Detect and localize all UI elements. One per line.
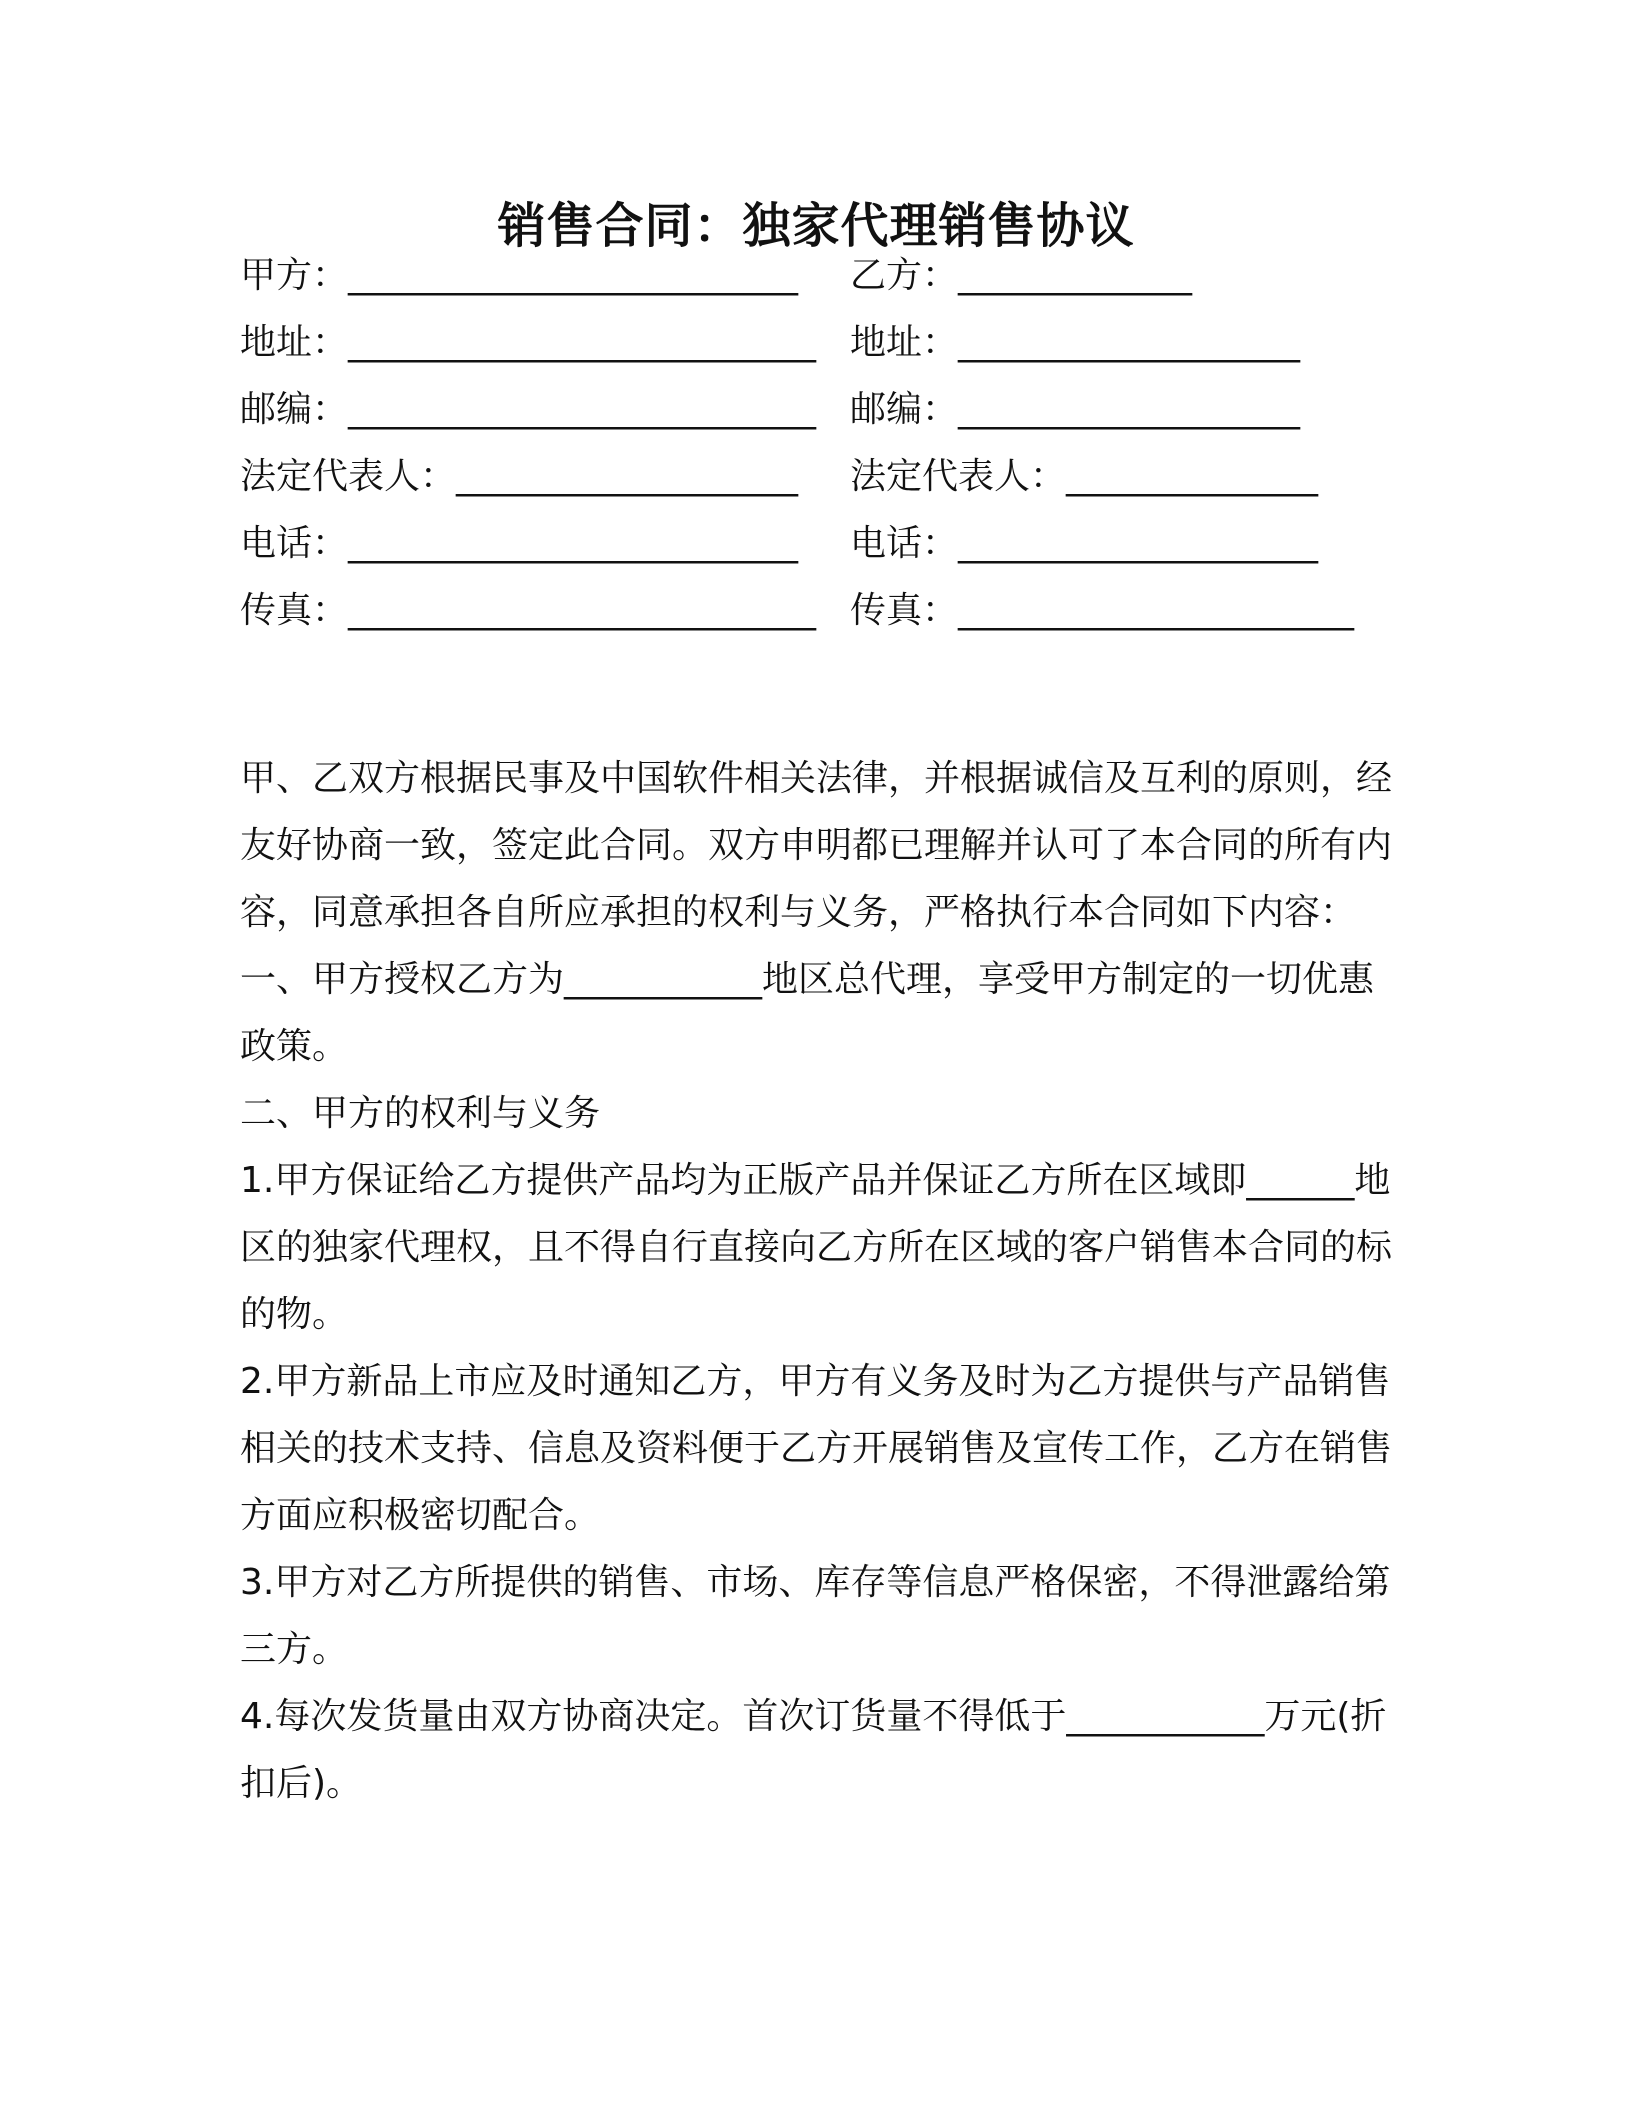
party-b-address-field: 地址：___________________ <box>850 322 1301 363</box>
party-a-fax-field: 传真：__________________________ <box>240 590 817 631</box>
section-2-heading: 二、甲方的权利与义务 <box>240 1093 601 1134</box>
party-a-address-field: 地址：__________________________ <box>240 322 817 363</box>
clause-item-4: 4.每次发货量由双方协商决定。首次订货量不得低于___________万元(折扣后)。 <box>240 1696 1387 1804</box>
contract-body <box>240 745 1400 1817</box>
document-title: 销售合同：独家代理销售协议 <box>497 198 1135 254</box>
party-row-phone <box>240 519 1390 569</box>
party-a-postcode-field: 邮编：__________________________ <box>240 389 817 430</box>
party-row-legal-rep <box>240 452 1390 502</box>
preamble-paragraph: 甲、乙双方根据民事及中国软件相关法律，并根据诚信及互利的原则，经友好协商一致，签定此合同。双方申明都已理解并认可了本合同的所有内容，同意承担各自所应承担的权利与义务，严格执行本合同如下内容： <box>240 758 1393 933</box>
party-row-address <box>240 318 1390 368</box>
party-row-fax <box>240 586 1390 636</box>
party-a-name-field: 甲方：_________________________ <box>240 255 799 296</box>
clause-item-2: 2.甲方新品上市应及时通知乙方，甲方有义务及时为乙方提供与产品销售相关的技术支持、信息及资料便于乙方开展销售及宣传工作，乙方在销售方面应积极密切配合。 <box>240 1361 1393 1536</box>
party-a-legal-rep-field: 法定代表人：___________________ <box>240 456 799 497</box>
party-b-fax-field: 传真：______________________ <box>850 590 1355 631</box>
party-b-legal-rep-field: 法定代表人：______________ <box>850 456 1319 497</box>
clause-item-1: 1.甲方保证给乙方提供产品均为正版产品并保证乙方所在区域即______地区的独家代理权，且不得自行直接向乙方所在区域的客户销售本合同的标的物。 <box>240 1160 1393 1335</box>
party-b-name-field: 乙方：_____________ <box>850 255 1193 296</box>
clause-item-3: 3.甲方对乙方所提供的销售、市场、库存等信息严格保密，不得泄露给第三方。 <box>240 1562 1391 1670</box>
party-row-name <box>240 251 1390 301</box>
party-b-postcode-field: 邮编：___________________ <box>850 389 1301 430</box>
party-b-phone-field: 电话：____________________ <box>850 523 1319 564</box>
party-a-phone-field: 电话：_________________________ <box>240 523 799 564</box>
party-row-postcode <box>240 385 1390 435</box>
clause-1-paragraph: 一、甲方授权乙方为___________地区总代理，享受甲方制定的一切优惠政策。 <box>240 959 1375 1067</box>
